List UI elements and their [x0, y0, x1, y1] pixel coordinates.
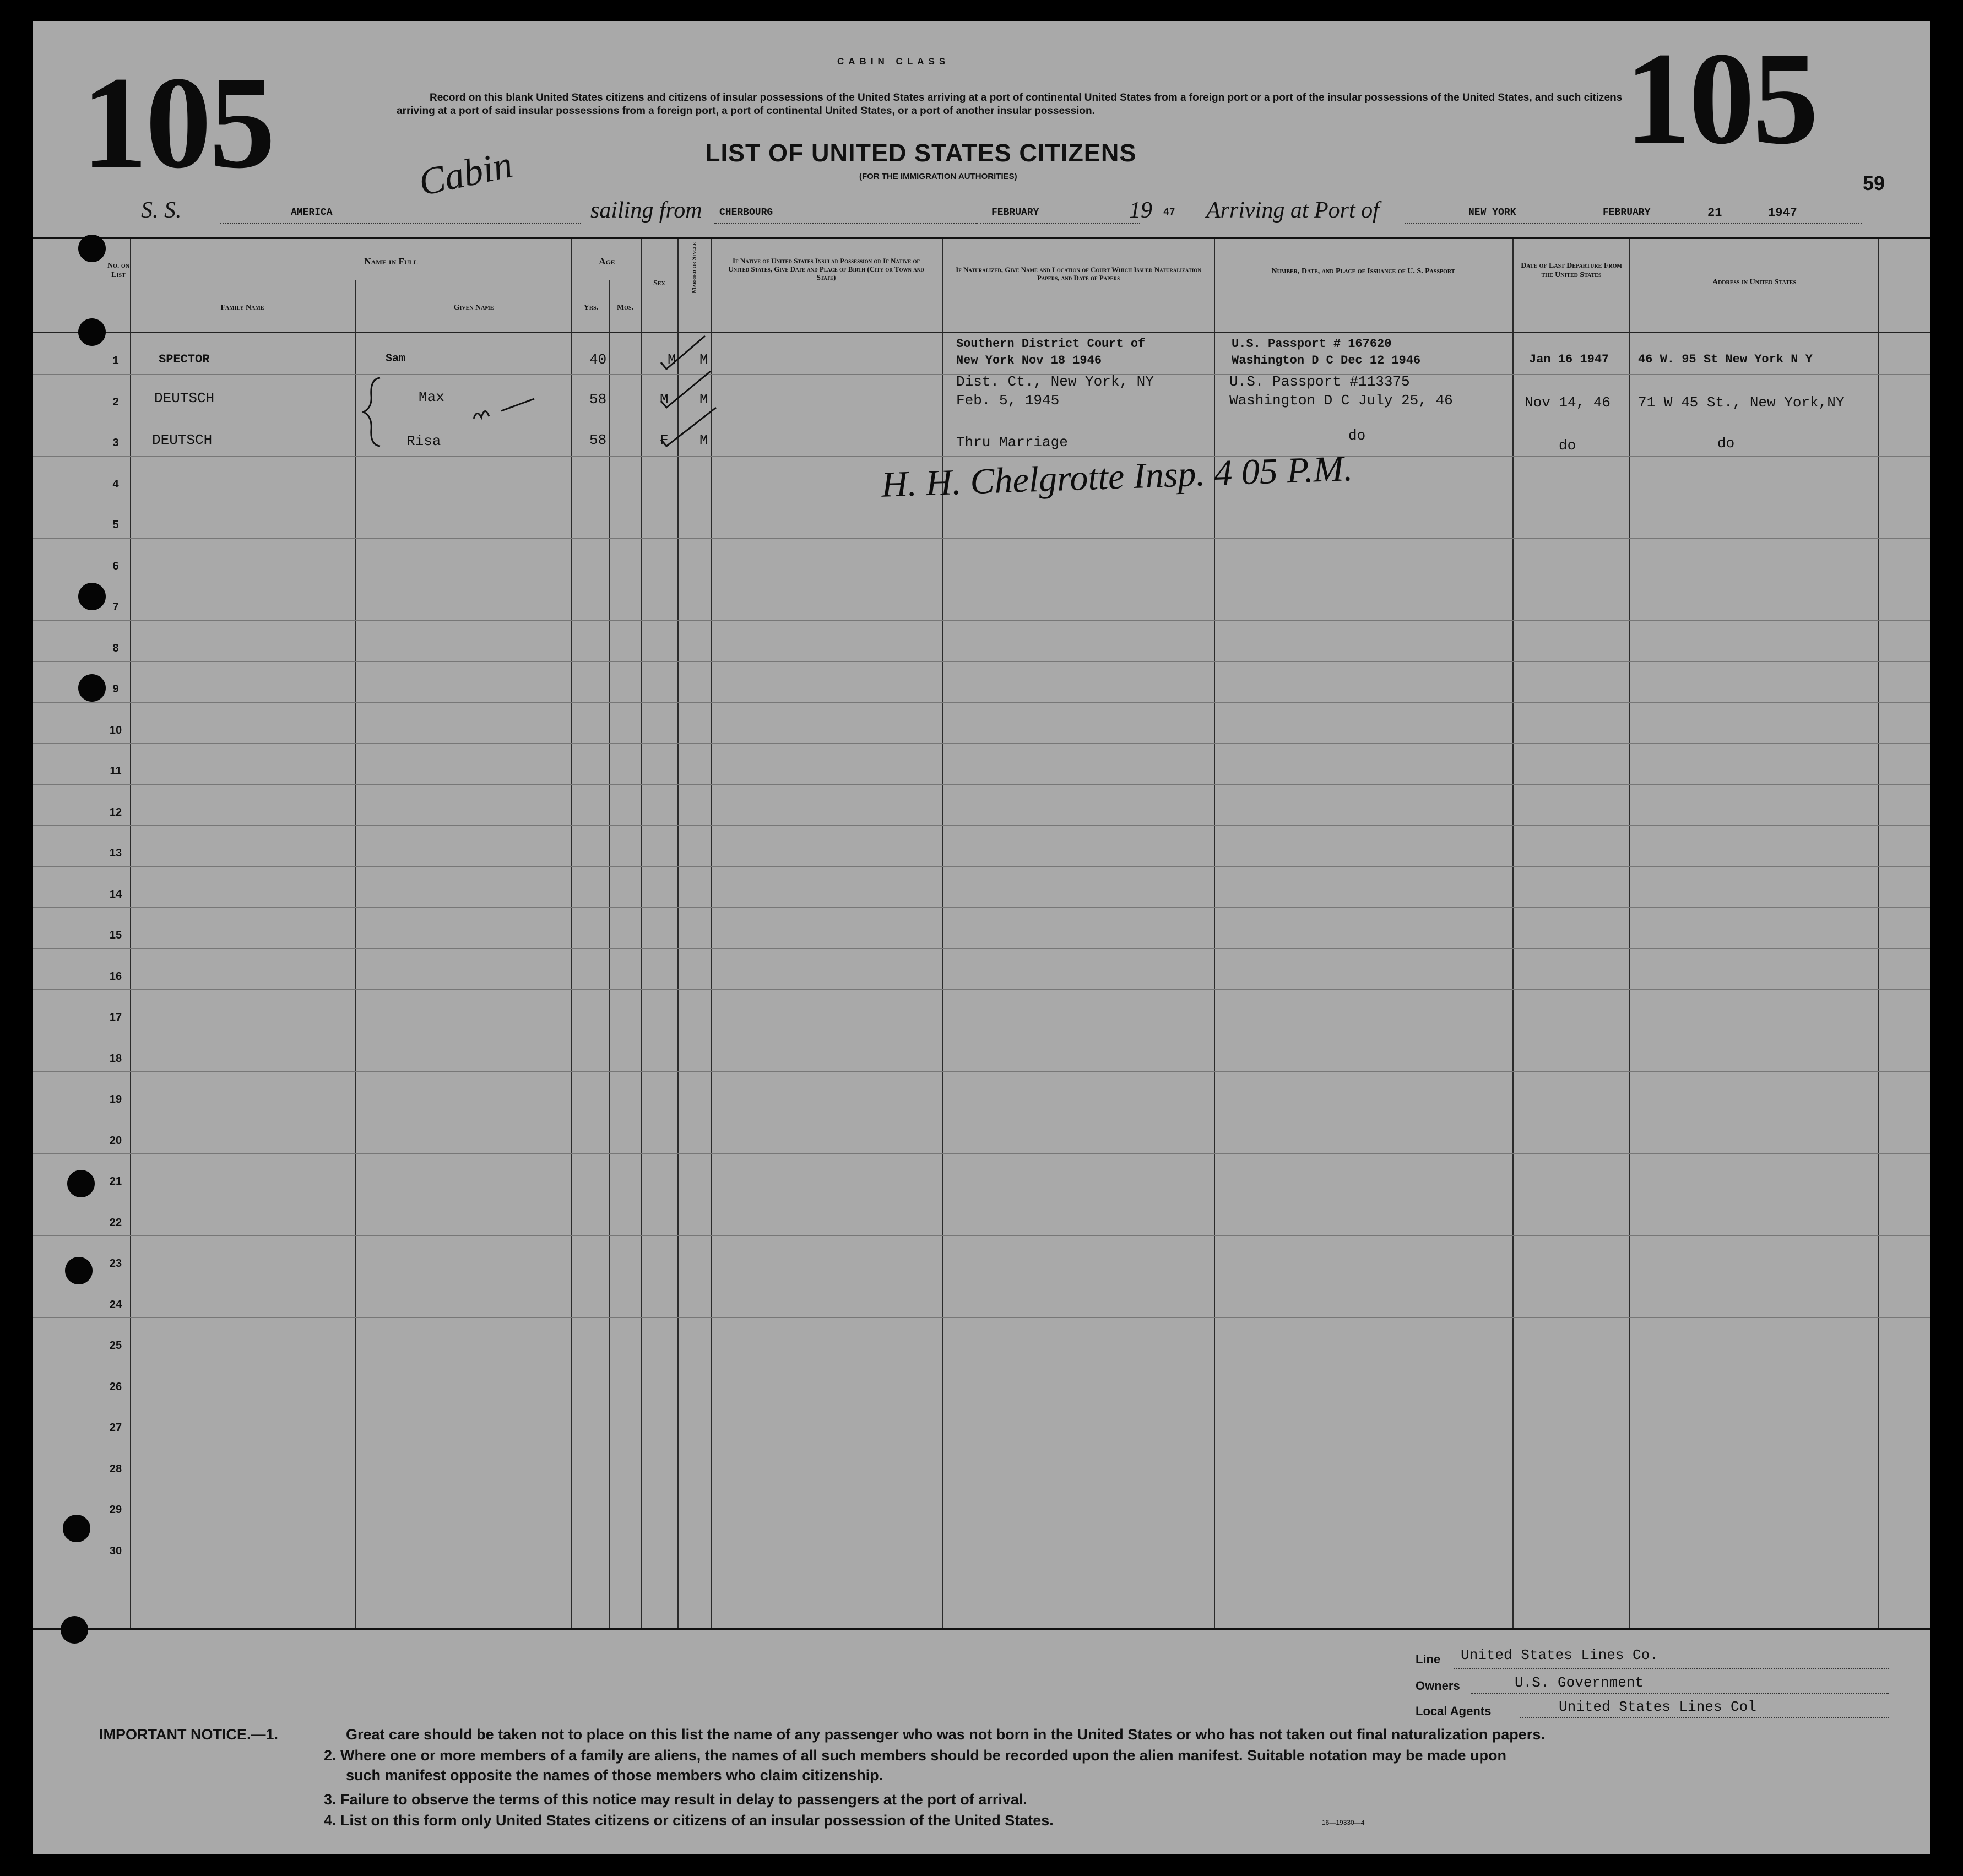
- marital-cell: M: [699, 351, 708, 368]
- given-name-cell: Risa: [406, 433, 441, 449]
- row-number: 17: [109, 1011, 122, 1023]
- departure-cell: do: [1559, 437, 1576, 454]
- passport-cell: Washington D C Dec 12 1946: [1232, 354, 1421, 367]
- page-subtitle: (FOR THE IMMIGRATION AUTHORITIES): [859, 172, 1017, 181]
- arriving-label: Arriving at Port of: [1206, 198, 1379, 223]
- row-number: 19: [109, 1093, 122, 1105]
- port-from-dotted-line: [714, 223, 978, 224]
- row-number: 20: [109, 1135, 122, 1147]
- row-number: 1: [112, 355, 119, 367]
- col-header-native: If Native of United States Insular Possession or If Native of United States, Give Date and Place of Birth (City or Town and State): [728, 257, 924, 281]
- col-header-married: Married or Single: [690, 242, 698, 294]
- row-number: 27: [109, 1422, 122, 1434]
- row-rule: [33, 1071, 1930, 1072]
- sex-cell: M: [668, 351, 676, 368]
- row-number: 16: [109, 970, 122, 983]
- row-rule: [33, 1317, 1930, 1318]
- row-number: 29: [109, 1504, 122, 1516]
- agents-value: United States Lines Col: [1559, 1699, 1756, 1715]
- port-from: CHERBOURG: [719, 207, 773, 218]
- punch-hole: [61, 1616, 88, 1644]
- departure-cell: Jan 16 1947: [1529, 353, 1609, 366]
- row-number: 12: [109, 806, 122, 818]
- row-rule: [33, 989, 1930, 990]
- col-header-no: No. on List: [107, 262, 129, 279]
- naturalized-cell: Feb. 5, 1945: [956, 392, 1060, 409]
- table-bottom-rule: [33, 1628, 1930, 1630]
- stamp-number-right: 105: [1625, 25, 1816, 171]
- punch-hole: [78, 318, 106, 346]
- row-number: 13: [109, 847, 122, 859]
- cabin-class-caption: CABIN CLASS: [837, 56, 950, 67]
- row-number: 24: [109, 1299, 122, 1311]
- family-name-cell: SPECTOR: [159, 353, 210, 366]
- owners-value: U.S. Government: [1515, 1674, 1644, 1691]
- notice-heading: IMPORTANT NOTICE.—1.: [99, 1726, 279, 1743]
- col-header-passport: Number, Date, and Place of Issuance of U. S. Passport: [1271, 267, 1455, 275]
- col-header-departure: Date of Last Departure From the United States: [1521, 262, 1622, 279]
- row-rule: [33, 825, 1930, 826]
- row-rule: [33, 743, 1930, 744]
- notice-item-1: Great care should be taken not to place on this list the name of any passenger who was not born in the United States or who has not taken out final naturalization papers.: [346, 1726, 1545, 1743]
- passport-cell: U.S. Passport # 167620: [1232, 337, 1392, 351]
- row-rule: [33, 456, 1930, 457]
- col-header-age: Age: [599, 256, 615, 267]
- sex-cell: F: [660, 432, 669, 448]
- row-number: 4: [112, 478, 119, 490]
- punch-hole: [63, 1515, 90, 1542]
- col-line-10: [1512, 239, 1514, 1628]
- row-number: 25: [109, 1340, 122, 1352]
- ship-dotted-line: [220, 223, 581, 224]
- check-marks: [650, 329, 727, 462]
- row-number: 2: [112, 396, 119, 408]
- ship-name: AMERICA: [291, 207, 333, 218]
- col-header-given: Given Name: [453, 303, 494, 312]
- row-rule: [33, 538, 1930, 539]
- naturalized-cell: New York Nov 18 1946: [956, 354, 1102, 367]
- age-cell: 58: [589, 391, 607, 408]
- row-number: 26: [109, 1381, 122, 1393]
- row-number: 14: [109, 888, 122, 901]
- day-to: 21: [1707, 206, 1722, 220]
- row-number: 5: [112, 519, 119, 531]
- inspector-signature: H. H. Chelgrotte Insp. 4 05 P.M.: [880, 448, 1354, 505]
- col-line-12: [1878, 239, 1879, 1628]
- row-rule: [33, 907, 1930, 908]
- notice-item-2: 2. Where one or more members of a family are aliens, the names of all such members should be recorded upon the alien manifest. Suitable notation may be made upon: [324, 1747, 1507, 1764]
- departure-cell: Nov 14, 46: [1525, 394, 1611, 411]
- marital-cell: M: [699, 391, 708, 408]
- row-number: 18: [109, 1053, 122, 1065]
- family-brace-marks: [358, 373, 545, 456]
- notice-item-3: 3. Failure to observe the terms of this notice may result in delay to passengers at the port of arrival.: [324, 1791, 1027, 1808]
- ss-label: S. S.: [141, 198, 182, 223]
- naturalized-cell: Southern District Court of: [956, 337, 1146, 351]
- agents-dotted: [1520, 1717, 1889, 1718]
- given-name-cell: Sam: [386, 353, 406, 365]
- sailing-from-label: sailing from: [590, 198, 702, 223]
- row-number: 21: [109, 1175, 122, 1188]
- row-rule: [33, 661, 1930, 662]
- row-rule: [33, 620, 1930, 621]
- row-number: 15: [109, 929, 122, 941]
- passport-cell: U.S. Passport #113375: [1229, 373, 1410, 390]
- row-number: 28: [109, 1463, 122, 1475]
- row-number: 3: [112, 437, 119, 449]
- row-number: 7: [112, 601, 119, 613]
- line-label: Line: [1416, 1652, 1441, 1666]
- row-rule: [33, 784, 1930, 785]
- page-title: LIST OF UNITED STATES CITIZENS: [705, 139, 1137, 167]
- row-rule: [33, 948, 1930, 949]
- col-header-family: Family Name: [220, 303, 264, 312]
- year-from: 47: [1163, 207, 1175, 218]
- month-from: FEBRUARY: [991, 207, 1039, 218]
- table-top-rule: [33, 237, 1930, 239]
- line-value: United States Lines Co.: [1461, 1647, 1658, 1663]
- month-from-dotted-line: [980, 223, 1140, 224]
- punch-hole: [78, 235, 106, 262]
- row-number: 8: [112, 642, 119, 654]
- row-rule: [33, 1153, 1930, 1154]
- family-name-cell: DEUTSCH: [152, 432, 213, 448]
- col-header-naturalized: If Naturalized, Give Name and Location of Court Which Issued Naturalization Papers, and Date of Papers: [956, 265, 1201, 282]
- page-number: 59: [1863, 172, 1885, 194]
- agents-label: Local Agents: [1416, 1704, 1492, 1718]
- col-header-name: Name in Full: [364, 256, 418, 267]
- sex-cell: M: [660, 391, 669, 408]
- col-line-9: [1214, 239, 1215, 1628]
- line-dotted: [1454, 1668, 1889, 1669]
- port-to: NEW YORK: [1468, 207, 1516, 218]
- notice-item-4: 4. List on this form only United States citizens or citizens of an insular possession of the United States.: [324, 1812, 1054, 1829]
- address-cell: 71 W 45 St., New York,NY: [1638, 394, 1845, 411]
- row-rule: [33, 866, 1930, 867]
- owners-label: Owners: [1416, 1679, 1460, 1693]
- col-line-4: [609, 280, 610, 1628]
- col-line-11: [1629, 239, 1630, 1628]
- month-to: FEBRUARY: [1603, 207, 1651, 218]
- owners-dotted: [1471, 1693, 1889, 1694]
- punch-hole: [65, 1257, 93, 1284]
- marital-cell: M: [699, 432, 708, 448]
- col-header-sex: Sex: [653, 279, 665, 288]
- punch-hole: [67, 1170, 95, 1197]
- naturalized-cell: Thru Marriage: [956, 434, 1068, 451]
- col-header-mos: Mos.: [616, 303, 634, 312]
- row-number: 30: [109, 1545, 122, 1557]
- year-to: 1947: [1768, 206, 1797, 220]
- address-cell: do: [1717, 435, 1735, 452]
- col-line-8: [942, 239, 943, 1628]
- row-rule: [33, 1235, 1930, 1236]
- passport-cell: do: [1348, 427, 1366, 444]
- naturalized-cell: Dist. Ct., New York, NY: [956, 373, 1154, 390]
- row-number: 9: [112, 683, 119, 695]
- row-number: 11: [110, 765, 122, 777]
- family-name-cell: DEUTSCH: [154, 390, 215, 406]
- given-name-cell: Max: [419, 389, 444, 405]
- year-prefix: 19: [1129, 198, 1152, 223]
- instructions-text: Record on this blank United States citizens and citizens of insular possessions of the United States arriving at a port of continental United States from a foreign port or a port of the insular possessions of the United States, and such citizens arriving at a port of said insular possessions from a foreign port, a port of continental United States, or a port of another insular possession.: [397, 92, 1623, 117]
- row-number: 22: [109, 1217, 122, 1229]
- punch-hole: [78, 583, 106, 610]
- address-cell: 46 W. 95 St New York N Y: [1638, 353, 1813, 366]
- arrival-dotted-line: [1405, 223, 1862, 224]
- form-code: 16—19330—4: [1322, 1819, 1365, 1826]
- col-line-3: [571, 239, 572, 1628]
- age-cell: 58: [589, 432, 607, 448]
- passport-cell: Washington D C July 25, 46: [1229, 392, 1453, 409]
- row-number: 6: [112, 560, 119, 572]
- notice-item-2-cont: such manifest opposite the names of those members who claim citizenship.: [346, 1767, 883, 1783]
- stamp-number-left: 105: [82, 49, 273, 196]
- row-number: 10: [109, 724, 122, 736]
- age-cell: 40: [589, 351, 607, 368]
- col-header-yrs: Yrs.: [583, 303, 599, 312]
- row-number: 23: [109, 1257, 122, 1270]
- manifest-sheet: [33, 21, 1930, 1854]
- col-header-address: Address in United States: [1712, 278, 1797, 286]
- col-line-5: [641, 239, 642, 1628]
- handwritten-cabin: Cabin: [415, 143, 517, 204]
- punch-hole: [78, 674, 106, 702]
- col-line-2: [355, 280, 356, 1628]
- row-rule: [33, 702, 1930, 703]
